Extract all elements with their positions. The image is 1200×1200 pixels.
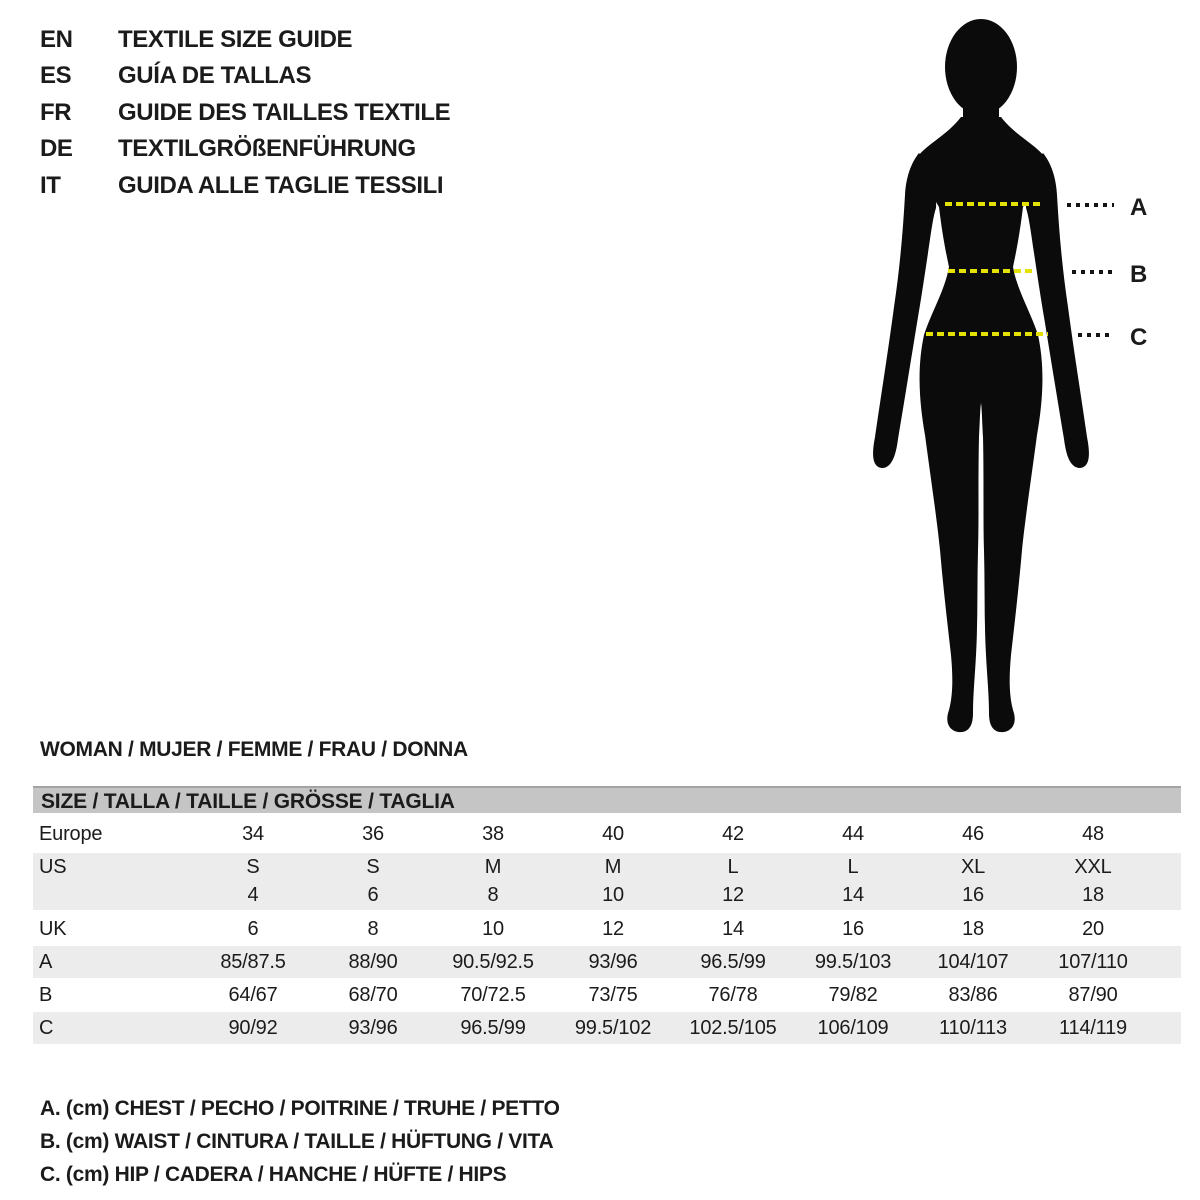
table-cell: 90.5/92.5 bbox=[452, 950, 534, 973]
waist-leader-line bbox=[1072, 270, 1114, 274]
table-cell: 42 bbox=[722, 823, 744, 845]
row-label: B bbox=[39, 983, 53, 1006]
language-code: EN bbox=[40, 26, 73, 53]
table-cell: 6 bbox=[247, 917, 259, 940]
table-cell: 20 bbox=[1082, 917, 1104, 940]
table-cell: 76/78 bbox=[708, 983, 758, 1006]
section-title: WOMAN / MUJER / FEMME / FRAU / DONNA bbox=[40, 738, 468, 761]
table-cell: 64/67 bbox=[228, 983, 278, 1006]
language-row bbox=[40, 22, 450, 58]
table-cell: 10 bbox=[482, 917, 504, 940]
table-cell: 14 bbox=[722, 917, 744, 940]
language-code: ES bbox=[40, 62, 72, 90]
table-cell: S bbox=[366, 855, 380, 878]
size-table bbox=[33, 786, 1181, 1044]
language-guide-list bbox=[40, 22, 450, 204]
row-label: C bbox=[39, 1016, 54, 1039]
table-row-waist-b bbox=[33, 979, 1181, 1011]
language-code: FR bbox=[40, 98, 72, 126]
table-cell: 46 bbox=[962, 823, 984, 845]
table-cell: 96.5/99 bbox=[700, 950, 766, 973]
waist-measure-line bbox=[948, 269, 1033, 273]
table-cell: 44 bbox=[842, 823, 864, 845]
table-cell: 18 bbox=[1082, 884, 1104, 907]
table-cell: 110/113 bbox=[939, 1016, 1007, 1039]
table-cell: 106/109 bbox=[817, 1016, 889, 1039]
legend-line-hip: C. (cm) HIP / CADERA / HANCHE / HÜFTE / HIPS bbox=[40, 1163, 507, 1186]
row-label: A bbox=[39, 950, 53, 973]
table-cell: 68/70 bbox=[348, 983, 398, 1006]
table-cell: M bbox=[604, 855, 622, 878]
table-cell: 96.5/99 bbox=[460, 1016, 526, 1039]
guide-title: TEXTILE SIZE GUIDE bbox=[118, 26, 353, 53]
table-cell: 114/119 bbox=[1059, 1016, 1127, 1039]
table-band-us bbox=[33, 853, 1181, 910]
table-cell: 85/87.5 bbox=[220, 950, 286, 973]
guide-title: GUIDA ALLE TAGLIE TESSILI bbox=[118, 171, 444, 199]
table-cell: 90/92 bbox=[228, 1016, 278, 1039]
table-cell: 40 bbox=[602, 823, 624, 845]
language-row bbox=[40, 131, 450, 167]
table-row-uk bbox=[33, 913, 1181, 945]
measurement-figure bbox=[855, 5, 1200, 740]
table-cell: 104/107 bbox=[937, 950, 1009, 973]
table-cell: 73/75 bbox=[588, 983, 638, 1006]
language-code: DE bbox=[40, 135, 73, 163]
table-cell: 70/72.5 bbox=[460, 983, 526, 1006]
table-cell: 88/90 bbox=[348, 950, 398, 973]
marker-label-b: B bbox=[1130, 261, 1148, 288]
table-cell: XL bbox=[960, 855, 986, 878]
table-cell: 102.5/105 bbox=[689, 1016, 777, 1039]
table-cell: 10 bbox=[602, 884, 624, 907]
table-cell: L bbox=[727, 855, 739, 878]
table-cell: 99.5/102 bbox=[574, 1016, 652, 1039]
chest-measure-line bbox=[945, 202, 1040, 206]
marker-label-a: A bbox=[1130, 194, 1148, 221]
table-cell: 8 bbox=[487, 884, 499, 907]
table-cell: L bbox=[847, 855, 859, 878]
guide-title: GUIDE DES TAILLES TEXTILE bbox=[118, 98, 451, 126]
table-cell: 99.5/103 bbox=[814, 950, 892, 973]
language-row bbox=[40, 168, 450, 204]
table-cell: 8 bbox=[367, 917, 379, 940]
table-cell: 107/110 bbox=[1058, 950, 1128, 973]
language-row bbox=[40, 58, 450, 94]
guide-title: GUÍA DE TALLAS bbox=[118, 62, 312, 90]
table-cell: 4 bbox=[247, 884, 259, 907]
table-cell: 12 bbox=[602, 917, 624, 940]
table-cell: 18 bbox=[962, 917, 984, 940]
guide-title: TEXTILGRÖßENFÜHRUNG bbox=[118, 135, 416, 163]
table-cell: 12 bbox=[722, 884, 744, 907]
table-cell: S bbox=[246, 855, 260, 878]
table-header: SIZE / TALLA / TAILLE / GRÖSSE / TAGLIA bbox=[33, 786, 1181, 813]
language-code: IT bbox=[40, 171, 61, 199]
table-row-us-letters bbox=[33, 854, 1181, 881]
row-label: UK bbox=[39, 917, 67, 940]
table-cell: 93/96 bbox=[348, 1016, 398, 1039]
table-row-chest-a bbox=[33, 946, 1181, 978]
legend-line-waist: B. (cm) WAIST / CINTURA / TAILLE / HÜFTUNG / VITA bbox=[40, 1130, 554, 1153]
table-cell: 14 bbox=[842, 884, 864, 907]
table-row-us-numbers bbox=[33, 882, 1181, 909]
table-cell: 93/96 bbox=[588, 950, 638, 973]
table-cell: XXL bbox=[1074, 855, 1112, 878]
legend-line-chest: A. (cm) CHEST / PECHO / POITRINE / TRUHE / PETTO bbox=[40, 1097, 560, 1120]
table-cell: 79/82 bbox=[828, 983, 878, 1006]
table-cell: M bbox=[484, 855, 502, 878]
table-cell: 38 bbox=[482, 823, 504, 845]
row-label: US bbox=[39, 855, 67, 878]
table-cell: 16 bbox=[842, 917, 864, 940]
table-row-europe bbox=[33, 818, 1181, 851]
table-cell: 16 bbox=[962, 884, 984, 907]
row-label: Europe bbox=[39, 823, 103, 845]
table-cell: 6 bbox=[367, 884, 379, 907]
hip-leader-line bbox=[1078, 333, 1114, 337]
table-cell: 34 bbox=[242, 823, 264, 845]
chest-leader-line bbox=[1067, 203, 1114, 207]
table-cell: 36 bbox=[362, 823, 384, 845]
measurement-legend bbox=[40, 1092, 560, 1191]
table-cell: 83/86 bbox=[948, 983, 998, 1006]
hip-measure-line bbox=[926, 332, 1048, 336]
woman-silhouette bbox=[855, 5, 1165, 740]
table-row-hip-c bbox=[33, 1012, 1181, 1044]
language-row bbox=[40, 95, 450, 131]
table-cell: 87/90 bbox=[1068, 983, 1118, 1006]
table-cell: 48 bbox=[1082, 823, 1104, 845]
marker-label-c: C bbox=[1130, 324, 1148, 351]
